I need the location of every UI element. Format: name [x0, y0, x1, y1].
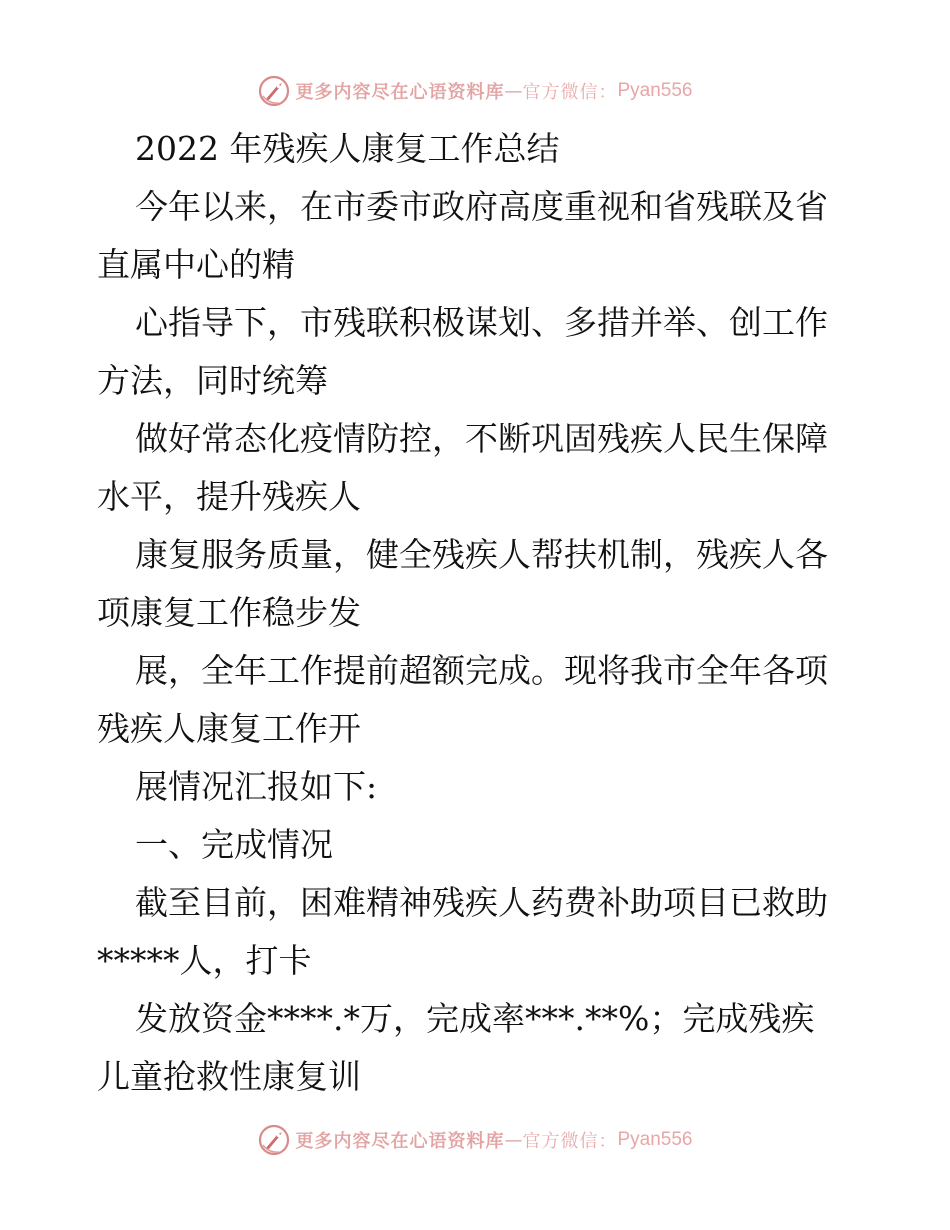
text-line: 发放资金****.*万，完成率***.**%；完成残疾 [135, 999, 815, 1038]
document-title: 2022 年残疾人康复工作总结 [135, 129, 560, 168]
text-line: *****人，打卡 [97, 941, 312, 980]
watermark-wechat-id: Pyan556 [617, 80, 693, 101]
text-line: 直属中心的精 [97, 245, 295, 284]
watermark-separator: — [504, 1129, 523, 1151]
text-line: 今年以来，在市委市政府高度重视和省残联及省 [135, 187, 828, 226]
watermark-separator: — [504, 80, 523, 102]
text-line: 儿童抢救性康复训 [97, 1057, 361, 1096]
text-line: 水平，提升残疾人 [97, 477, 361, 516]
watermark-wechat-label: 官方微信： [522, 1131, 618, 1152]
watermark-text: 更多内容尽在心语资料库 [295, 1131, 505, 1152]
header-watermark [0, 71, 950, 111]
watermark-wechat-id: Pyan556 [617, 1129, 693, 1150]
pen-nib-logo-icon [257, 1123, 291, 1157]
text-line: 康复服务质量，健全残疾人帮扶机制，残疾人各 [135, 535, 828, 574]
text-line: 做好常态化疫情防控，不断巩固残疾人民生保障 [135, 419, 828, 458]
text-line: 展，全年工作提前超额完成。现将我市全年各项 [135, 651, 828, 690]
text-line: 项康复工作稳步发 [97, 593, 361, 632]
text-line: 心指导下，市残联积极谋划、多措并举、创工作 [135, 303, 828, 342]
text-line: 一、完成情况 [135, 825, 333, 864]
footer-watermark [0, 1120, 950, 1160]
watermark-text: 更多内容尽在心语资料库 [295, 82, 505, 103]
text-line: 展情况汇报如下: [135, 767, 378, 806]
text-line: 方法，同时统筹 [97, 361, 328, 400]
text-line: 截至目前，困难精神残疾人药费补助项目已救助 [135, 883, 828, 922]
pen-nib-logo-icon [257, 74, 291, 108]
text-line: 残疾人康复工作开 [97, 709, 361, 748]
watermark-wechat-label: 官方微信： [522, 82, 618, 103]
document-body [97, 120, 857, 1106]
